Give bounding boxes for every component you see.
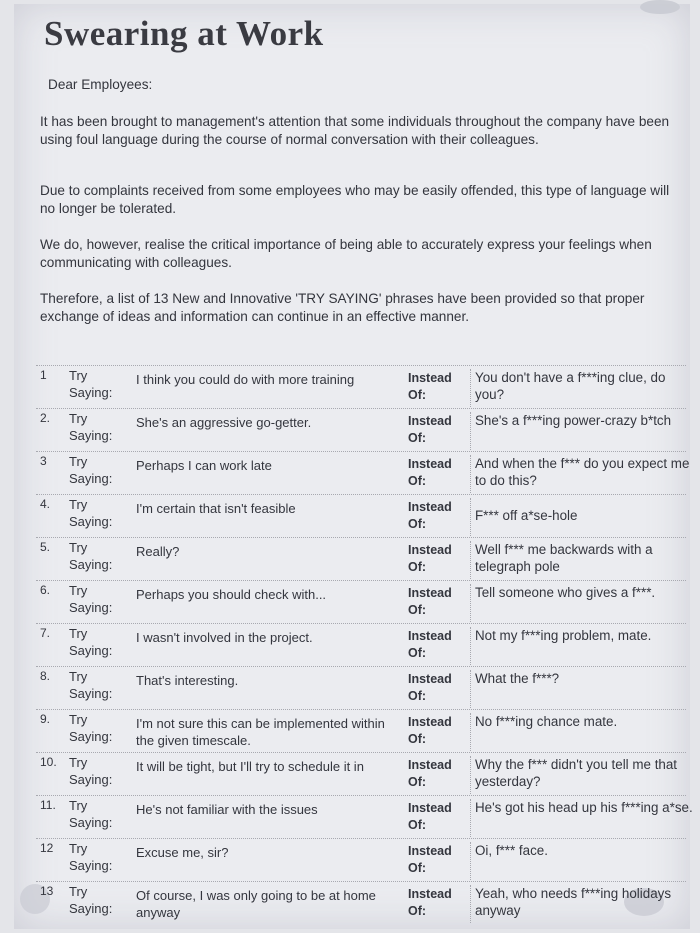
instead-of-phrase: No f***ing chance mate. (470, 713, 693, 751)
table-row (36, 408, 686, 451)
try-saying-label: Try Saying: (69, 368, 113, 400)
try-saying-label: Try Saying: (69, 540, 113, 572)
instead-of-phrase: She's a f***ing power-crazy b*tch (470, 412, 693, 450)
instead-of-label: Instead Of: (408, 715, 452, 746)
try-saying-label: Try Saying: (69, 798, 113, 830)
instead-of-label: Instead Of: (408, 887, 452, 918)
table-row (36, 451, 690, 494)
paragraph-4: Therefore, a list of 13 New and Innovative 'TRY SAYING' phrases have been provided so that proper exchange of ideas and information can continue in an effective manner. (40, 291, 645, 324)
instead-of-label: Instead Of: (408, 758, 452, 789)
try-saying-phrase: Really? (136, 544, 180, 559)
instead-of-phrase: Oi, f*** face. (470, 842, 693, 880)
try-saying-phrase: I'm not sure this can be implemented within the given timescale. (136, 716, 385, 748)
try-saying-label: Try Saying: (69, 755, 113, 787)
row-number: 13 (40, 884, 54, 898)
phrase-table (36, 365, 693, 924)
instead-of-phrase: You don't have a f***ing clue, do you? (470, 369, 693, 407)
instead-of-phrase: What the f***? (470, 670, 693, 708)
try-saying-phrase: That's interesting. (136, 673, 239, 688)
instead-of-label: Instead Of: (408, 801, 452, 832)
table-row (36, 623, 686, 666)
row-number: 10. (40, 755, 57, 769)
instead-of-phrase: F*** off a*se-hole (470, 498, 693, 536)
try-saying-phrase: Perhaps I can work late (136, 458, 272, 473)
try-saying-phrase: He's not familiar with the issues (136, 802, 318, 817)
try-saying-label: Try Saying: (69, 626, 113, 658)
tape-mark (640, 0, 680, 14)
row-number: 11. (40, 798, 56, 812)
row-number: 8. (40, 669, 51, 683)
try-saying-phrase: Excuse me, sir? (136, 845, 229, 860)
try-saying-label: Try Saying: (69, 884, 113, 916)
row-number: 12 (40, 841, 54, 855)
instead-of-label: Instead Of: (408, 371, 452, 402)
table-row (36, 580, 686, 623)
try-saying-label: Try Saying: (69, 669, 113, 701)
try-saying-phrase: I'm certain that isn't feasible (136, 501, 296, 516)
try-saying-label: Try Saying: (69, 411, 113, 443)
instead-of-phrase: Why the f*** didn't you tell me that yesterday? (470, 756, 693, 794)
instead-of-label: Instead Of: (408, 844, 452, 875)
table-row (36, 666, 686, 709)
row-number: 9. (40, 712, 51, 726)
try-saying-label: Try Saying: (69, 497, 113, 529)
instead-of-label: Instead Of: (408, 500, 452, 531)
try-saying-phrase: She's an aggressive go-getter. (136, 415, 312, 430)
row-number: 2. (40, 411, 51, 425)
paragraph-3: We do, however, realise the critical importance of being able to accurately express your feelings when communicating with colleagues. (40, 237, 652, 270)
table-row (36, 494, 686, 537)
row-number: 7. (40, 626, 51, 640)
instead-of-phrase: He's got his head up his f***ing a*se. (470, 799, 693, 837)
try-saying-phrase: I think you could do with more training (136, 372, 355, 387)
table-row (36, 881, 686, 924)
instead-of-phrase: And when the f*** do you expect me to do this? (470, 455, 693, 493)
try-saying-label: Try Saying: (69, 583, 113, 615)
table-row (36, 537, 686, 580)
table-row (36, 752, 686, 795)
try-saying-phrase: It will be tight, but I'll try to schedule it in (136, 759, 364, 774)
row-number: 3 (40, 454, 47, 468)
instead-of-label: Instead Of: (408, 457, 452, 488)
instead-of-phrase: Tell someone who gives a f***. (470, 584, 693, 622)
try-saying-phrase: Of course, I was only going to be at home anyway (136, 888, 376, 920)
instead-of-phrase: Yeah, who needs f***ing holidays anyway (470, 885, 693, 923)
paragraph-2: Due to complaints received from some employees who may be easily offended, this type of language will no longer be tolerated. (40, 183, 670, 216)
try-saying-phrase: I wasn't involved in the project. (136, 630, 313, 645)
row-number: 4. (40, 497, 51, 511)
instead-of-phrase: Well f*** me backwards with a telegraph pole (470, 541, 693, 579)
instead-of-label: Instead Of: (408, 586, 452, 617)
salutation: Dear Employees: (48, 77, 153, 92)
try-saying-label: Try Saying: (69, 454, 113, 486)
try-saying-phrase: Perhaps you should check with... (136, 587, 327, 602)
instead-of-phrase: Not my f***ing problem, mate. (470, 627, 693, 665)
table-row (36, 838, 686, 881)
table-row (36, 365, 686, 408)
row-number: 1 (40, 368, 47, 382)
table-row (36, 709, 686, 752)
row-number: 5. (40, 540, 51, 554)
instead-of-label: Instead Of: (408, 414, 452, 445)
row-number: 6. (40, 583, 51, 597)
try-saying-label: Try Saying: (69, 712, 113, 744)
instead-of-label: Instead Of: (408, 543, 452, 574)
try-saying-label: Try Saying: (69, 841, 113, 873)
page-title: Swearing at Work (44, 14, 324, 53)
instead-of-label: Instead Of: (408, 629, 452, 660)
instead-of-label: Instead Of: (408, 672, 452, 703)
table-row (36, 795, 693, 838)
paragraph-1: It has been brought to management's attention that some individuals throughout the company have been using foul language during the course of normal conversation with their colleagues. (40, 114, 670, 147)
